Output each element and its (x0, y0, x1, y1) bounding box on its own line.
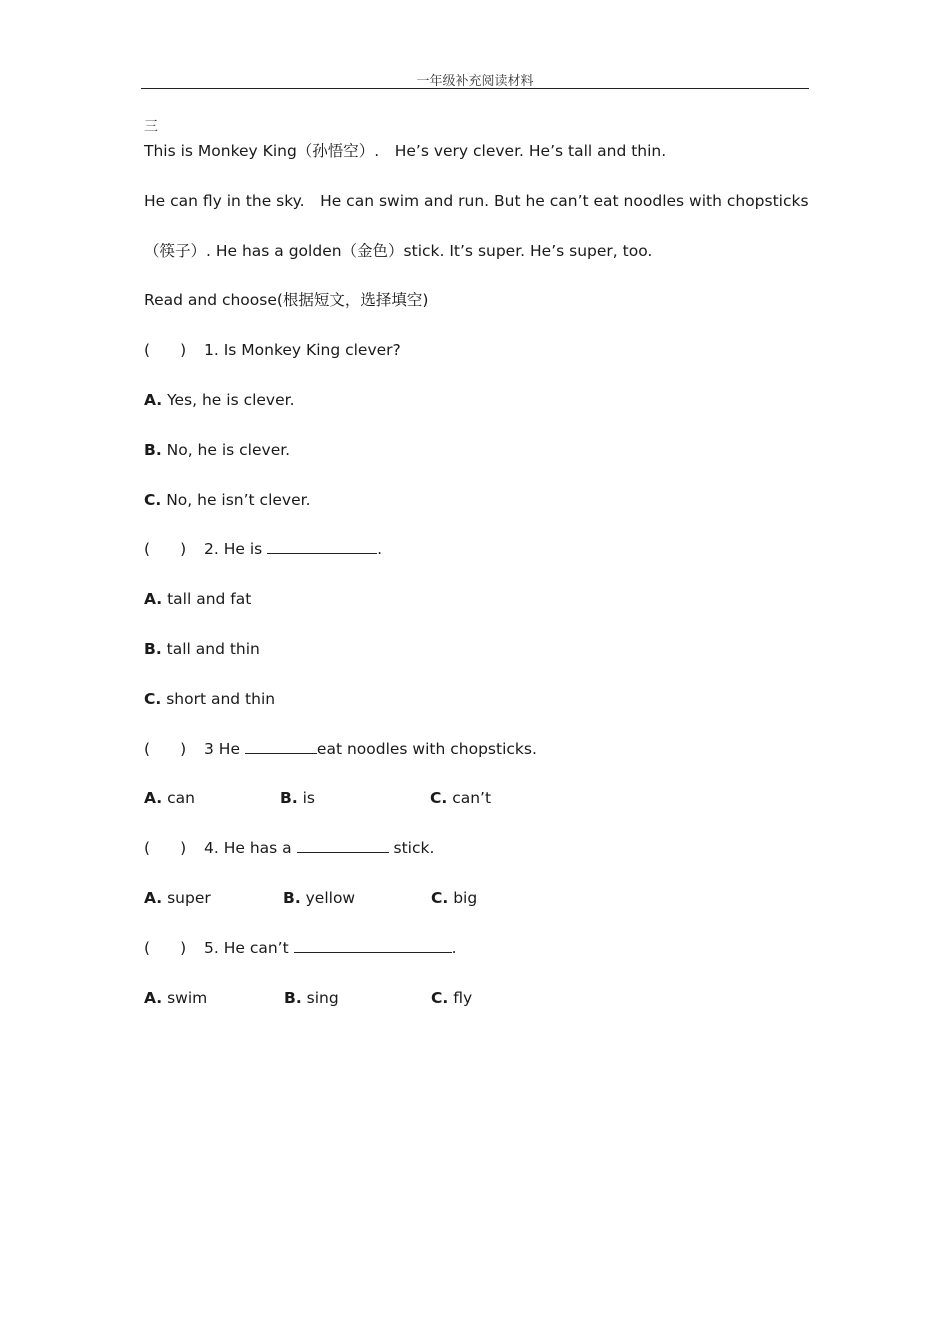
option-text: swim (162, 988, 208, 1007)
option-text: can’t (447, 789, 492, 808)
option-letter: A. (144, 390, 163, 409)
q5-option-c (431, 988, 472, 1008)
q1-option-b (144, 440, 814, 490)
question-2 (144, 539, 814, 589)
worksheet-content (144, 117, 814, 1037)
passage-line-2: He can fly in the sky. He can swim and run. But he can’t eat noodles with chopsticks (144, 191, 809, 210)
option-letter: A. (144, 988, 163, 1007)
option-letter: B. (280, 789, 298, 808)
passage-line-1: This is Monkey King（孙悟空）. He’s very clever. He’s tall and thin. (144, 142, 667, 160)
question-5 (144, 938, 814, 988)
answer-blank[interactable] (294, 938, 452, 953)
option-text: No, he is clever. (161, 440, 291, 459)
option-letter: B. (283, 888, 301, 907)
q2-option-a (144, 589, 814, 639)
q2-option-b (144, 639, 814, 689)
question-text: 3 He (204, 739, 245, 758)
option-letter: B. (144, 440, 162, 459)
q4-option-c (431, 888, 477, 908)
section-number: 三 (144, 119, 158, 135)
option-text: is (297, 789, 316, 808)
question-text: 4. He has a (204, 839, 297, 858)
q3-options-row (144, 788, 814, 838)
q1-option-c (144, 490, 814, 540)
q3-option-a (144, 788, 195, 808)
q5-option-b (284, 988, 339, 1008)
option-text: tall and fat (162, 590, 252, 609)
option-text: can (162, 789, 195, 808)
answer-parentheses[interactable]: ( ) (144, 341, 187, 360)
answer-blank[interactable] (267, 539, 377, 554)
q4-option-b (283, 888, 355, 908)
option-letter: C. (144, 689, 162, 708)
option-text: fly (448, 988, 473, 1007)
answer-parentheses[interactable]: ( ) (144, 839, 187, 858)
question-text: 5. He can’t (204, 938, 294, 957)
q5-option-a (144, 988, 207, 1008)
option-letter: C. (430, 789, 448, 808)
answer-blank[interactable] (245, 739, 317, 754)
option-letter: B. (284, 988, 302, 1007)
question-text-end: . (451, 938, 457, 957)
option-letter: A. (144, 590, 163, 609)
option-letter: B. (144, 639, 162, 658)
q3-option-b (280, 788, 315, 808)
question-text-end: . (377, 540, 383, 559)
answer-blank[interactable] (297, 838, 389, 853)
q4-option-a (144, 888, 211, 908)
page-header-title: 一年级补充阅读材料 (416, 74, 534, 89)
q2-option-c (144, 689, 814, 739)
passage-line-3: （筷子）. He has a golden（金色）stick. It’s super. He’s super, too. (144, 241, 653, 260)
option-text: yellow (300, 888, 356, 907)
q4-options-row (144, 888, 814, 938)
option-letter: C. (431, 988, 449, 1007)
option-text: sing (301, 988, 339, 1007)
q5-options-row (144, 988, 814, 1038)
answer-parentheses[interactable]: ( ) (144, 540, 187, 559)
question-text-end: eat noodles with chopsticks. (316, 739, 537, 758)
question-3 (144, 739, 814, 789)
q3-option-c (430, 788, 491, 808)
question-4 (144, 838, 814, 888)
option-text: short and thin (161, 689, 276, 708)
option-letter: A. (144, 789, 163, 808)
option-letter: A. (144, 888, 163, 907)
question-1 (144, 340, 814, 390)
question-text: 2. He is (204, 540, 268, 559)
option-text: Yes, he is clever. (162, 390, 295, 409)
q1-option-a (144, 390, 814, 440)
answer-parentheses[interactable]: ( ) (144, 938, 187, 957)
question-text-end: stick. (388, 839, 435, 858)
option-text: tall and thin (161, 639, 260, 658)
header-rule (141, 88, 809, 89)
answer-parentheses[interactable]: ( ) (144, 739, 187, 758)
instruction: Read and choose(根据短文，选择填空) (144, 291, 429, 310)
option-letter: C. (144, 490, 162, 509)
option-text: super (162, 888, 211, 907)
option-text: No, he isn’t clever. (161, 490, 311, 509)
option-text: big (448, 888, 478, 907)
option-letter: C. (431, 888, 449, 907)
question-text: 1. Is Monkey King clever? (204, 341, 401, 360)
